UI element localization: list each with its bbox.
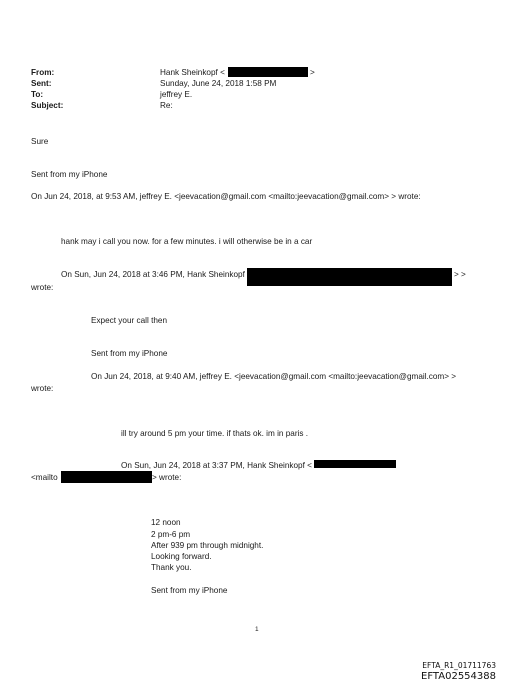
quote-header-tail: > > [454,270,466,279]
to-label: To: [31,90,44,99]
bates-ref-2: EFTA02554388 [421,671,496,682]
quote-mailto: <mailto [31,473,58,482]
sent-value: Sunday, June 24, 2018 1:58 PM [160,79,277,88]
reply-text: Sure [31,137,49,146]
schedule-line: Thank you. [151,563,192,572]
redaction-bar [314,460,396,468]
to-value: jeffrey E. [160,90,193,99]
subject-label: Subject: [31,101,64,110]
sent-label: Sent: [31,79,52,88]
redaction-bar [228,67,308,77]
from-value-tail: > [310,68,315,77]
signature: Sent from my iPhone [91,349,168,358]
redaction-bar [247,268,452,286]
subject-value: Re: [160,101,173,110]
signature: Sent from my iPhone [31,170,108,179]
from-label: From: [31,68,55,77]
bates-ref-1: EFTA_R1_01711763 [422,661,496,670]
schedule-line: After 939 pm through midnight. [151,541,264,550]
quoted-message: hank may i call you now. for a few minutes. i will otherwise be in a car [61,237,313,246]
quoted-message: ill try around 5 pm your time. if thats ok. im in paris . [121,429,309,438]
schedule-line: 2 pm-6 pm [151,530,191,539]
from-value: Hank Sheinkopf < [160,68,225,77]
quoted-message: Expect your call then [91,316,168,325]
page-number: 1 [255,626,259,633]
quote-header: On Jun 24, 2018, at 9:40 AM, jeffrey E. <jeevacation@gmail.com <mailto:jeevacation@gmail.com> > [91,372,457,381]
quote-header: On Jun 24, 2018, at 9:53 AM, jeffrey E. <jeevacation@gmail.com <mailto:jeevacation@gmail.com> > wrote: [31,192,421,201]
quote-wrote: wrote: [31,384,54,393]
quote-wrote: > wrote: [152,473,182,482]
signature: Sent from my iPhone [151,586,228,595]
quote-wrote: wrote: [31,283,54,292]
redaction-bar [61,471,152,483]
schedule-line: Looking forward. [151,552,212,561]
schedule-line: 12 noon [151,518,181,527]
quote-header: On Sun, Jun 24, 2018 at 3:37 PM, Hank Sheinkopf < [121,461,312,470]
quote-header: On Sun, Jun 24, 2018 at 3:46 PM, Hank Sheinkopf [61,270,245,279]
